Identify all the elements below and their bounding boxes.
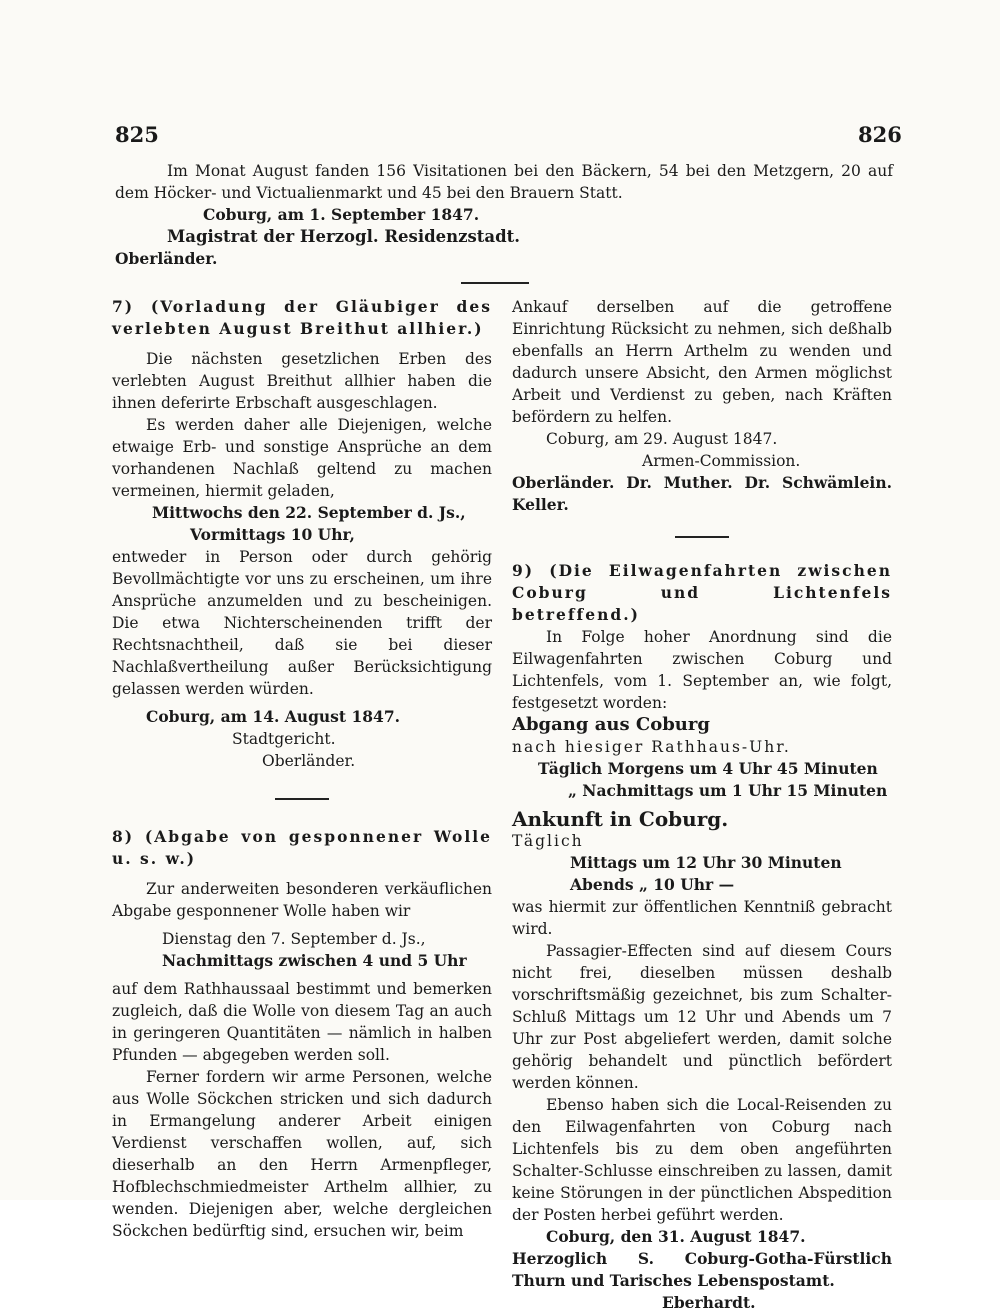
departure-subtitle: nach hiesiger Rathhaus-Uhr. — [512, 738, 791, 756]
page-number-left: 825 — [115, 122, 159, 147]
top-notice-date: Coburg, am 1. September 1847. — [203, 205, 480, 224]
page-number-right: 826 — [858, 122, 902, 147]
notice7-place-date: Coburg, am 14. August 1847. — [146, 707, 401, 726]
notice7-signature: Oberländer. — [262, 752, 356, 770]
notice7-paragraph-3: entweder in Person oder durch gehörig Bevollmächtigte vor uns zu erscheinen, um ihre Ansprüche anzumelden und zu bescheinigen. Die etwa Nichterscheinenden trifft der Rechtsnachtheil, daß sie bei dieser Nachlaßvertheilung außer Berücksichtigung gelassen werden würden. — [112, 548, 492, 698]
notice8-date-1: Dienstag den 7. September d. Js., — [162, 930, 426, 948]
notice9-paragraph-4: Ebenso haben sich die Local-Reisenden zu den Eilwagenfahrten von Coburg nach Lichtenfels bis zu dem oben angeführten Schalter-Schlusse einschreiben zu lassen, damit keine Störungen in der pünctlichen Abspedition der Posten herbei geführt werden. — [512, 1096, 892, 1224]
departure-afternoon: „ Nachmittags um 1 Uhr 15 Minuten — [568, 781, 888, 800]
notice8-authority: Armen-Commission. — [642, 452, 801, 470]
right-column — [512, 296, 892, 1314]
departure-morning: Täglich Morgens um 4 Uhr 45 Minuten — [538, 759, 878, 778]
notice7-date-1: Mittwochs den 22. September d. Js., — [152, 503, 466, 522]
section-divider — [461, 282, 529, 284]
notice9-signature: Eberhardt. — [662, 1293, 756, 1312]
notice8-title: 8) (Abgabe von gesponnener Wolle u. s. w.) — [112, 827, 492, 868]
notice9-title: 9) (Die Eilwagenfahrten zwischen Coburg und Lichtenfels betreffend.) — [512, 561, 892, 624]
notice9-authority: Herzoglich S. Coburg-Gotha-Fürstlich Thurn und Tarisches Lebenspostamt. — [512, 1249, 892, 1290]
notice8-paragraph-1: Zur anderweiten besonderen verkäuflichen Abgabe gesponnener Wolle haben wir — [112, 880, 492, 920]
notice8-place-date: Coburg, am 29. August 1847. — [546, 430, 778, 448]
notice7-title: 7) (Vorladung der Gläubiger des verlebten August Breithut allhier.) — [112, 297, 492, 338]
arrival-midday: Mittags um 12 Uhr 30 Minuten — [570, 853, 842, 872]
notice9-paragraph-2: was hiermit zur öffentlichen Kenntniß gebracht wird. — [512, 898, 892, 938]
notice8-paragraph-2: auf dem Rathhaussaal bestimmt und bemerken zugleich, daß die Wolle von diesem Tag an auch in geringeren Quantitäten — nämlich in halben Pfunden — abgegeben werden soll. — [112, 980, 492, 1064]
departure-title: Abgang aus Coburg — [512, 714, 710, 735]
arrival-evening: Abends „ 10 Uhr — — [570, 875, 735, 894]
top-notice-text: Im Monat August fanden 156 Visitationen bei den Bäckern, 54 bei den Metzgern, 20 auf dem Höcker- und Victualienmarkt und 45 bei den Brauern Statt. — [115, 162, 893, 202]
notice7-authority: Stadtgericht. — [232, 730, 336, 748]
notice7-paragraph-1: Die nächsten gesetzlichen Erben des verlebten August Breithut allhier haben die ihnen deferirte Erbschaft ausgeschlagen. — [112, 350, 492, 412]
notice9-place-date: Coburg, den 31. August 1847. — [546, 1227, 806, 1246]
notice9-paragraph-3: Passagier-Effecten sind auf diesem Cours nicht frei, dieselben müssen deshalb vorschriftsmäßig gezeichnet, bis zum Schalter-Schluß Mittags um 12 Uhr und Abends um 7 Uhr zur Post abgeliefert werden, damit solche gehörig behandelt und pünctlich befördert werden können. — [512, 942, 892, 1092]
left-column — [112, 296, 492, 1242]
notice8-date-2: Nachmittags zwischen 4 und 5 Uhr — [162, 951, 467, 970]
top-notice — [115, 160, 893, 270]
notice9-paragraph-1: In Folge hoher Anordnung sind die Eilwagenfahrten zwischen Coburg und Lichtenfels, vom 1. September an, wie folgt, festgesetzt worden: — [512, 628, 892, 712]
top-notice-authority: Magistrat der Herzogl. Residenzstadt. — [167, 227, 521, 246]
arrival-subtitle: Täglich — [512, 832, 584, 850]
arrival-title: Ankunft in Coburg. — [512, 807, 729, 831]
top-notice-signature: Oberländer. — [115, 249, 218, 268]
notice7-date-2: Vormittags 10 Uhr, — [190, 525, 355, 544]
notice7-paragraph-2: Es werden daher alle Diejenigen, welche etwaige Erb- und sonstige Ansprüche an dem vorhandenen Nachlaß geltend zu machen vermeinen, hiermit geladen, — [112, 416, 492, 500]
notice8-paragraph-3: Ferner fordern wir arme Personen, welche aus Wolle Söckchen stricken und sich dadurch in Ermangelung anderer Arbeit einigen Verdienst verschaffen wollen, auf, sich dieserhalb an den Herrn Armenpfleger, Hofblechschmiedmeister Arthelm allhier, zu wenden. Diejenigen aber, welche dergleichen Söckchen bedürftig sind, ersuchen wir, beim — [112, 1068, 492, 1240]
notice8-signatures: Oberländer. Dr. Muther. Dr. Schwämlein. Keller. — [512, 473, 892, 514]
notice8-continued-paragraph: Ankauf derselben auf die getroffene Einrichtung Rücksicht zu nehmen, sich deßhalb ebenfalls an Herrn Arthelm zu wenden und dadurch unsere Absicht, den Armen möglichst Arbeit und Verdienst zu geben, nach Kräften befördern zu helfen. — [512, 298, 892, 426]
